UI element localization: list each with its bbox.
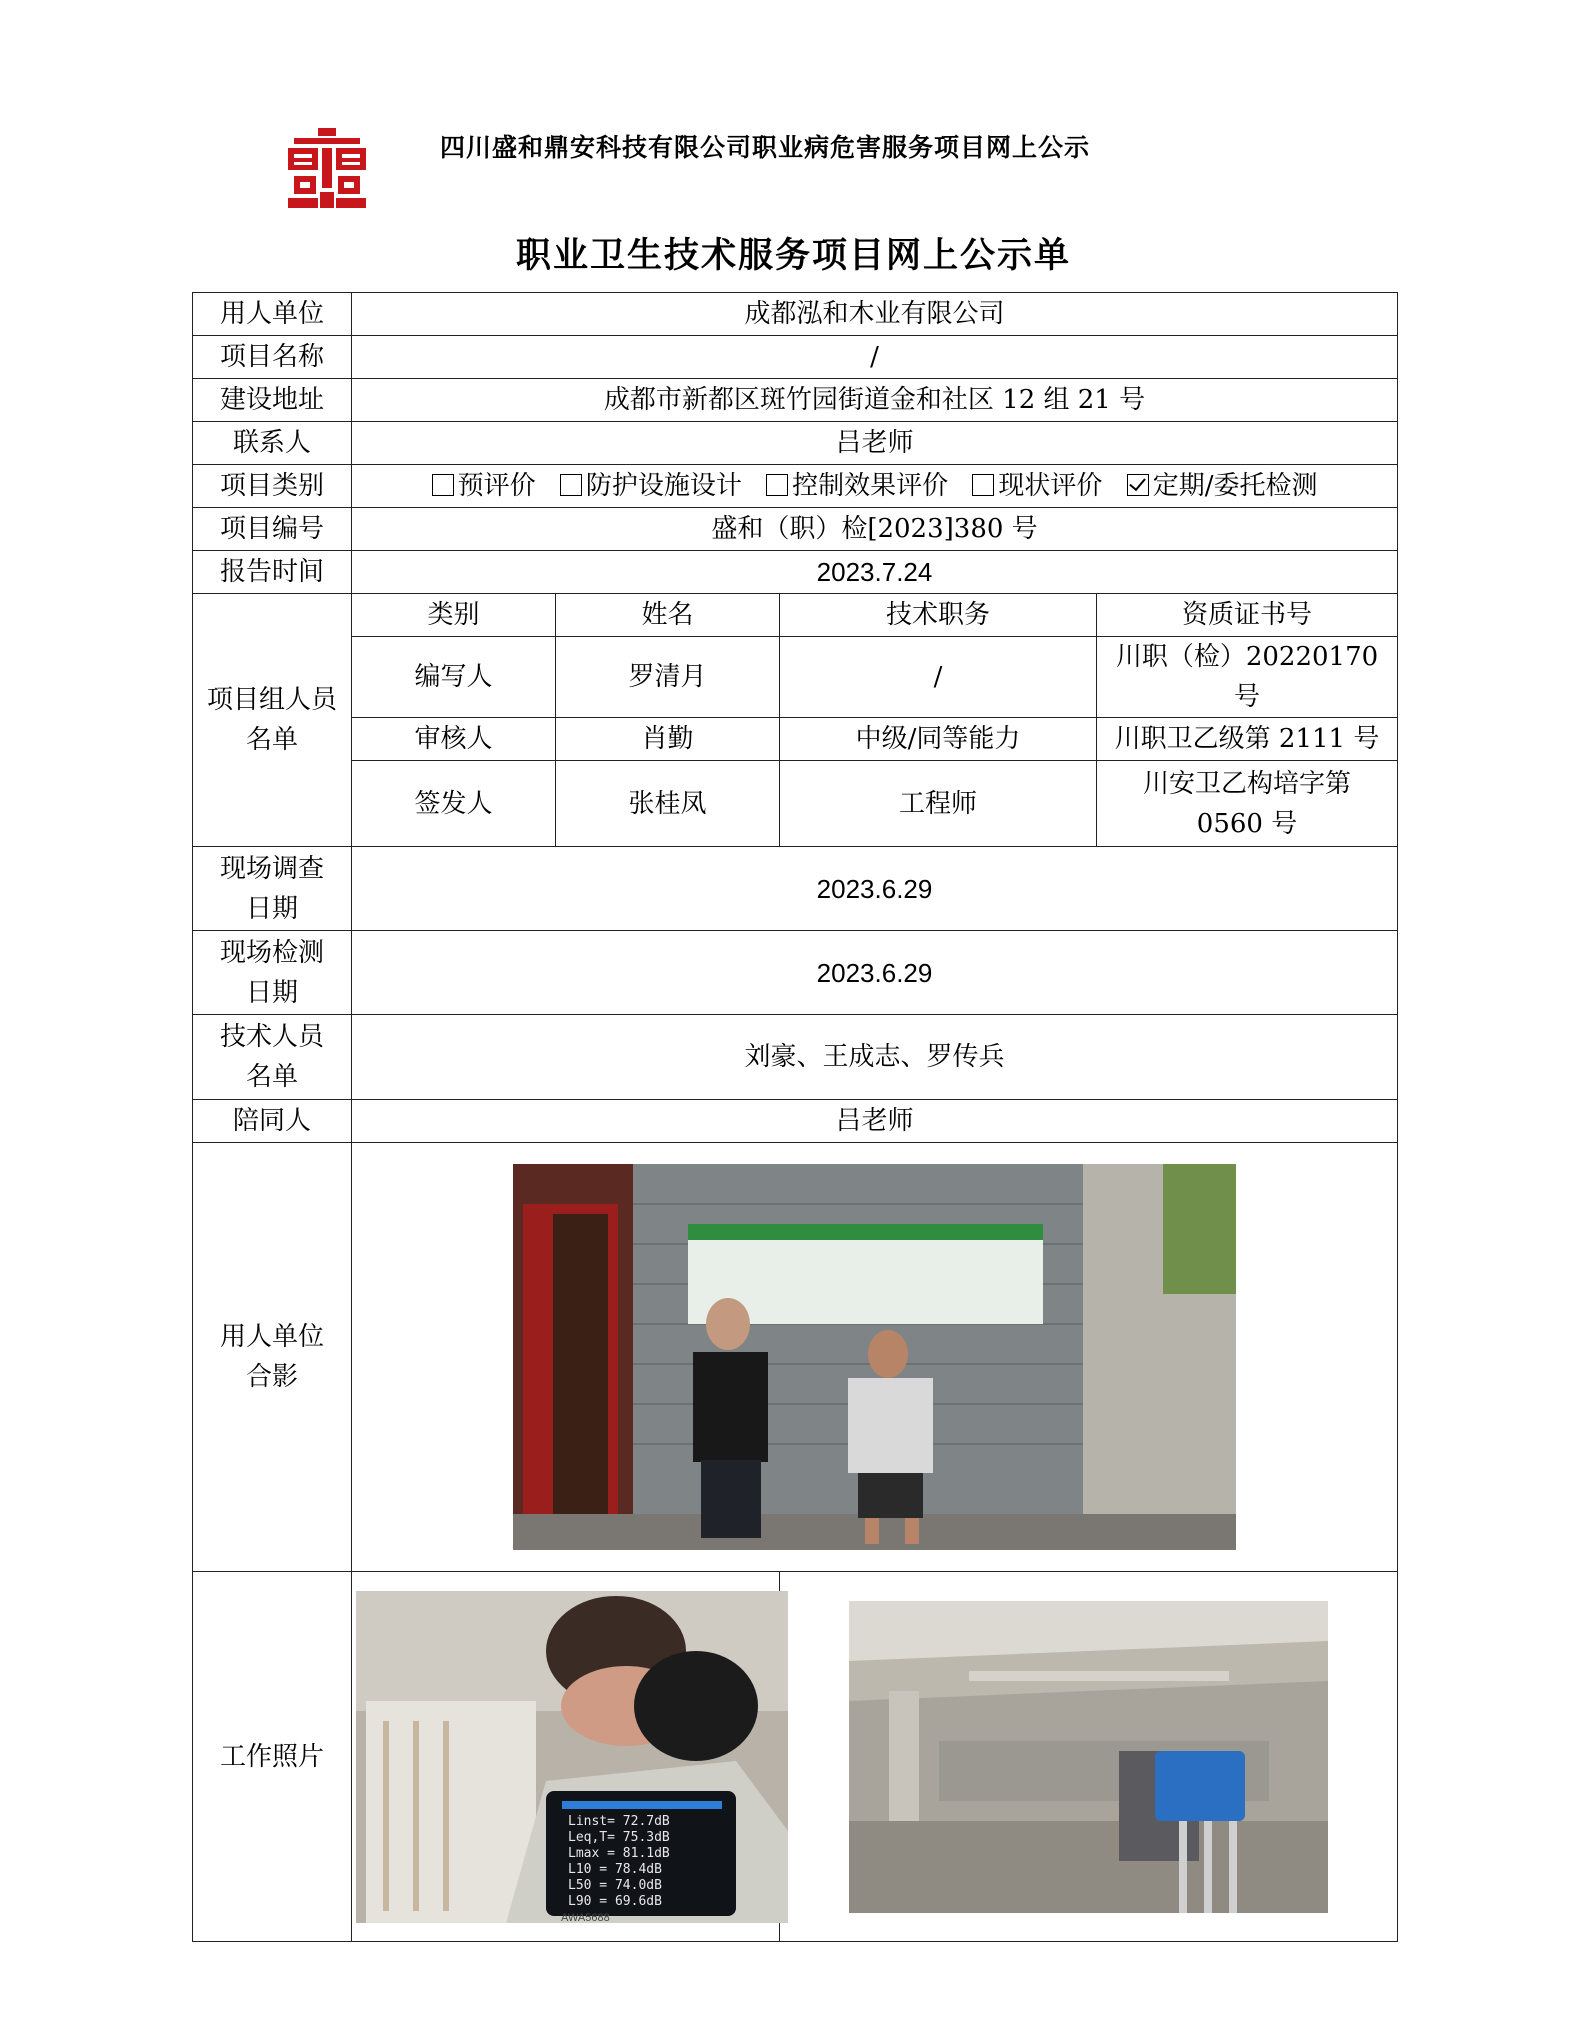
team-header: 资质证书号: [1097, 594, 1398, 637]
team-role: 编写人: [352, 637, 556, 718]
team-header: 姓名: [556, 594, 780, 637]
category-option: 预评价: [432, 471, 536, 501]
work-photo-noise-meter: [356, 1591, 788, 1923]
notice-table: [192, 292, 1398, 1942]
checkbox-icon: [972, 474, 994, 496]
category-option: 防护设施设计: [560, 471, 742, 501]
value-accompany: 吕老师: [352, 1100, 1398, 1143]
team-title: 工程师: [780, 761, 1097, 847]
value-report-time: 2023.7.24: [352, 551, 1398, 594]
label-team: 项目组人员名单: [193, 594, 352, 847]
category-options: [352, 465, 1398, 508]
label-address: 建设地址: [193, 379, 352, 422]
category-option: 定期/委托检测: [1127, 471, 1318, 501]
meter-reading: L50 = 74.0dB: [568, 1877, 662, 1893]
meter-readings: [568, 1814, 670, 1909]
label-category: 项目类别: [193, 465, 352, 508]
team-name: 肖勤: [556, 718, 780, 761]
label-group-photo: 用人单位合影: [193, 1143, 352, 1572]
team-header: 技术职务: [780, 594, 1097, 637]
value-project-no: 盛和（职）检[2023]380 号: [352, 508, 1398, 551]
value-project-name: /: [352, 336, 1398, 379]
meter-reading: Leq,T= 75.3dB: [568, 1829, 670, 1845]
group-photo-cell: [352, 1143, 1398, 1572]
team-cert: 川安卫乙构培字第 0560 号: [1097, 761, 1398, 847]
value-test-date: 2023.6.29: [352, 931, 1398, 1015]
label-contact: 联系人: [193, 422, 352, 465]
team-name: 罗清月: [556, 637, 780, 718]
meter-reading: Linst= 72.7dB: [568, 1813, 670, 1829]
value-contact: 吕老师: [352, 422, 1398, 465]
category-option: 现状评价: [972, 471, 1102, 501]
document-title: 职业卫生技术服务项目网上公示单: [515, 235, 1071, 276]
team-role: 签发人: [352, 761, 556, 847]
group-photo: [513, 1164, 1236, 1550]
label-work-photos: 工作照片: [193, 1572, 352, 1942]
checkbox-icon: [432, 474, 454, 496]
team-title: /: [780, 637, 1097, 718]
work-photo-cell-2: [780, 1572, 1398, 1942]
meter-reading: L90 = 69.6dB: [568, 1893, 662, 1909]
label-report-time: 报告时间: [193, 551, 352, 594]
team-cert: 川职（检）20220170 号: [1097, 637, 1398, 718]
checkbox-icon: [766, 474, 788, 496]
label-project-name: 项目名称: [193, 336, 352, 379]
label-accompany: 陪同人: [193, 1100, 352, 1143]
category-option: 控制效果评价: [766, 471, 948, 501]
team-name: 张桂凤: [556, 761, 780, 847]
value-technicians: 刘豪、王成志、罗传兵: [352, 1015, 1398, 1100]
work-photo-workshop: [849, 1601, 1328, 1913]
label-employer: 用人单位: [193, 293, 352, 336]
value-employer: 成都泓和木业有限公司: [352, 293, 1398, 336]
checkbox-checked-icon: [1127, 474, 1149, 496]
meter-model: AWA5688: [561, 1911, 610, 1923]
team-cert: 川职卫乙级第 2111 号: [1097, 718, 1398, 761]
label-test-date: 现场检测日期: [193, 931, 352, 1015]
company-logo: [288, 128, 366, 208]
team-header: 类别: [352, 594, 556, 637]
label-survey-date: 现场调查日期: [193, 847, 352, 931]
label-technicians: 技术人员名单: [193, 1015, 352, 1100]
checkbox-icon: [560, 474, 582, 496]
label-project-no: 项目编号: [193, 508, 352, 551]
team-role: 审核人: [352, 718, 556, 761]
value-survey-date: 2023.6.29: [352, 847, 1398, 931]
company-header: 四川盛和鼎安科技有限公司职业病危害服务项目网上公示: [440, 133, 1091, 162]
meter-reading: L10 = 78.4dB: [568, 1861, 662, 1877]
team-title: 中级/同等能力: [780, 718, 1097, 761]
value-address: 成都市新都区斑竹园街道金和社区 12 组 21 号: [352, 379, 1398, 422]
meter-reading: Lmax = 81.1dB: [568, 1845, 670, 1861]
work-photo-cell-1: [352, 1572, 780, 1942]
